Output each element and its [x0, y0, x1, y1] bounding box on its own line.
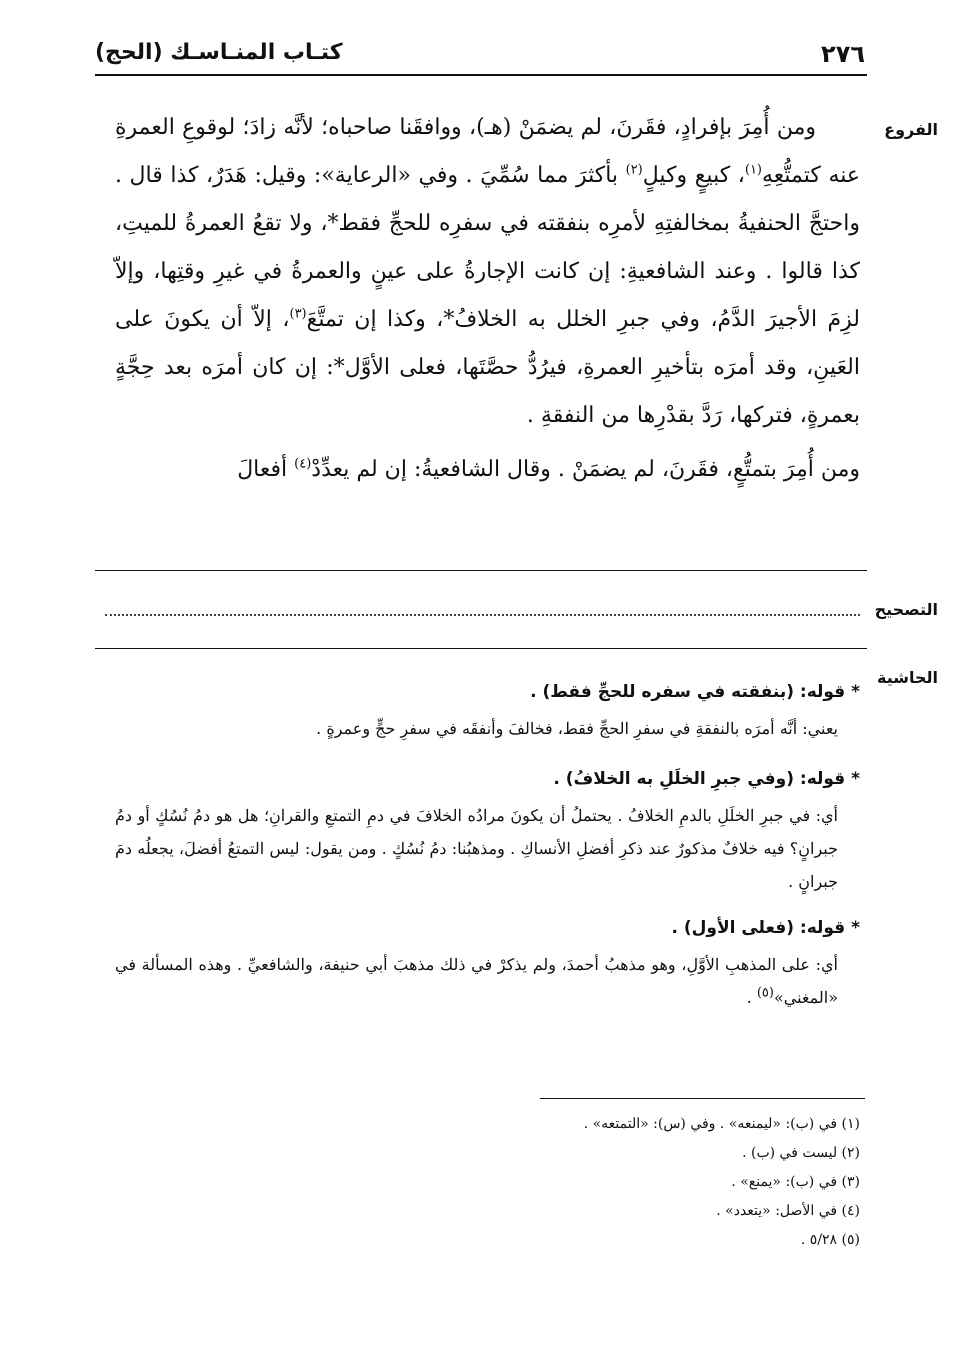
- footnote: (٤) في الأصل: «يتعدد» .: [716, 1203, 860, 1219]
- text-run: ، إلاّ أن يكونَ على العَينِ، وقد أمرَه بتأخيرِ العمرةِ، فيرُدُّ حصَّتَها، فعلى الأوَّل*: إن كان أمرَه بعد حِجَّةٍ بعمرةٍ، فتركها، رَدَّ بقدْرِها من النفقةِ .: [115, 307, 860, 428]
- hashiya-section: [115, 668, 860, 1024]
- page-number: ٢٧٦: [821, 40, 865, 68]
- main-paragraph: [115, 104, 860, 440]
- text-run: ومن أُمِرَ بإفرادٍ، فقَرنَ، لم يضمَنْ (هـ)، ووافقَنا صاحباه؛ لأنَّه زادَ؛ لوقوعِ العمرةِ عنه كتمتُّعِهِ: [115, 115, 861, 188]
- text-run: أفعالَ: [237, 457, 295, 482]
- hashiya-heading: * قوله: (فعلى الأول) .: [671, 918, 860, 938]
- running-title: كتـاب المنـاسـك (الحج): [95, 40, 343, 65]
- footnote: (٥) ٥/٢٨ .: [800, 1232, 860, 1248]
- hashiya-heading: * قوله: (بنفقته في سفره للحجِّ فقط) .: [530, 682, 860, 702]
- footnote-ref: (٥): [756, 985, 774, 1001]
- main-paragraph: [115, 446, 860, 494]
- footnote: (٣) في (ب): «يمنع» .: [731, 1174, 860, 1190]
- footnotes: [115, 1110, 860, 1255]
- text-run: .: [746, 988, 757, 1007]
- footnote-rule: [540, 1098, 865, 1099]
- tashih-dotted-line: [105, 614, 860, 616]
- footnote-ref: (٣): [289, 306, 307, 322]
- text-run: بأكثرَ مما سُمِّيَ . وفي «الرعاية»: وقيل: هَدَرٌ، كذا قال . واحتجَّ الحنفيةُ بمخالفتِهِ لأمرِه بنفقته في سفرِه للحجِّ فقط*، ولا تقعُ العمرةُ للميتِ، كذا قالوا . وعند الشافعيةِ: إن كانت الإجارةُ على عينٍ والعمرةُ في غيرِ وقتِها، وإلاّ لزِمَ الأجيرَ الدَّمُ، وفي جبرِ الخلل به الخلافُ*، وكذا إن تمتَّعَ: [115, 163, 860, 332]
- footnote: (٢) ليست في (ب) .: [742, 1145, 860, 1161]
- text-run: أي: على المذهبِ الأوَّلِ، وهو مذهبُ أحمدَ، ولم يذكرْ في ذلك مذهبَ أبي حنيفة، والشافعيِّ . وهذه المسألة في «المغني»: [115, 955, 838, 1007]
- sidebar-label-hashiya: الحاشية: [877, 668, 938, 687]
- footnote: (١) في (ب): «ليمنعه» . وفي (س): «التمتعه» .: [583, 1116, 860, 1132]
- page-header: [95, 40, 865, 74]
- hashiya-body: أي: في جبرِ الخلَلِ بالدمِ الخلافُ . يحتملُ أن يكونَ مرادُه الخلافَ في دمِ التمتعِ والقرانِ؛ هل هو دمُ نُسُكٍ أو دمُ جبرانٍ؟ فيه خلافٌ مذكورٌ عند ذكرِ أفضلِ الأنساكِ . ومذهبُنا: دمُ نُسُكٍ . ومن يقول: ليس التمتعُ أفضلَ، يجعلُه دمَ جبرانٍ .: [115, 806, 838, 891]
- header-rule: [95, 74, 867, 76]
- main-text: [115, 104, 860, 494]
- sidebar-label-tashih: التصحيح: [874, 600, 938, 619]
- hashiya-body: يعني: أنَّه أمرَه بالنفقةِ في سفرِ الحجِّ فقط، فخالفَ وأنفقَه في سفرِ حجٍّ وعمرةٍ .: [316, 719, 838, 738]
- text-run: ، كبيعٍ وكيلٍ: [642, 163, 745, 188]
- footnote-ref: (٤): [294, 456, 312, 472]
- footnote-ref: (٢): [625, 162, 643, 178]
- section-rule: [95, 648, 867, 649]
- section-rule: [95, 570, 867, 571]
- text-run: ومن أُمِرَ بتمتُّعٍ، فقَرنَ، لم يضمَنْ . وقال الشافعيةُ: إن لم يعدِّدْ: [311, 457, 860, 482]
- hashiya-body: [115, 948, 860, 1014]
- hashiya-heading: * قوله: (وفي جبرِ الخلَلِ به الخلافُ) .: [553, 769, 860, 789]
- sidebar-label-furu: الفروع: [884, 120, 938, 139]
- footnote-ref: (١): [744, 162, 762, 178]
